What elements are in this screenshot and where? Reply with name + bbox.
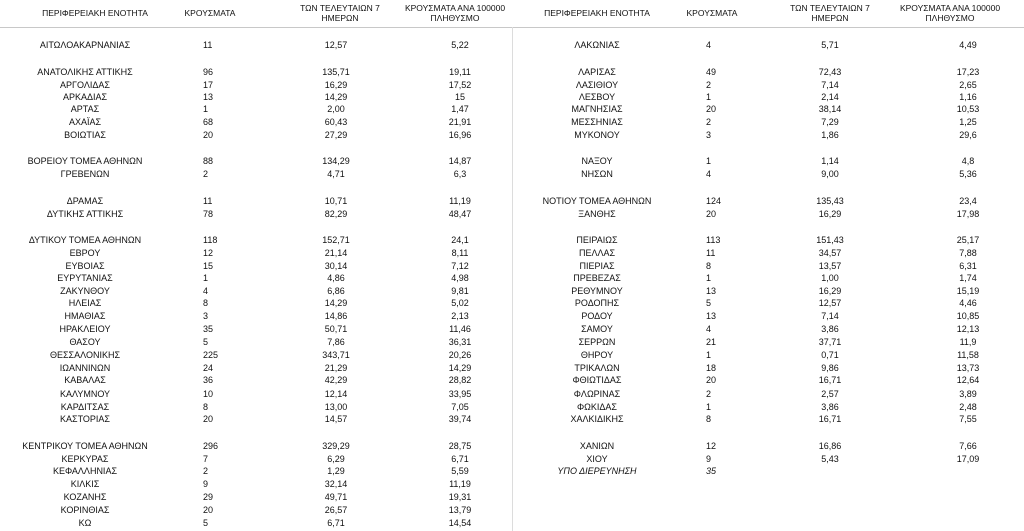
cell-region: ΝΑΞΟΥ bbox=[581, 156, 613, 166]
cell-per: 11,19 bbox=[449, 196, 471, 206]
table-row bbox=[0, 248, 1024, 259]
cell-region: ΑΡΓΟΛΙΔΑΣ bbox=[60, 80, 110, 90]
table-row bbox=[0, 337, 1024, 348]
cell-cases: 7 bbox=[203, 454, 209, 464]
cell-per: 28,82 bbox=[448, 375, 472, 385]
cell-per: 11,46 bbox=[449, 324, 471, 334]
cell-seven: 16,29 bbox=[818, 209, 842, 219]
cell-region: ΧΑΝΙΩΝ bbox=[579, 441, 615, 451]
table-row bbox=[0, 389, 1024, 400]
table-row bbox=[0, 311, 1024, 322]
cell-cases: 2 bbox=[706, 80, 712, 90]
cell-cases: 113 bbox=[706, 235, 721, 245]
cell-region: ΑΝΑΤΟΛΙΚΗΣ ΑΤΤΙΚΗΣ bbox=[37, 67, 133, 77]
cell-per: 10,85 bbox=[956, 311, 980, 321]
cell-seven: 26,57 bbox=[324, 505, 348, 515]
cell-cases: 13 bbox=[706, 286, 717, 296]
cell-seven: 343,71 bbox=[322, 350, 350, 360]
cell-region: ΚΑΡΔΙΤΣΑΣ bbox=[60, 402, 110, 412]
cell-region: ΗΛΕΙΑΣ bbox=[68, 298, 102, 308]
table-row bbox=[0, 454, 1024, 465]
cell-seven: 21,29 bbox=[324, 363, 348, 373]
cell-region: ΑΙΤΩΛΟΑΚΑΡΝΑΝΙΑΣ bbox=[39, 40, 131, 50]
cell-region: ΣΑΜΟΥ bbox=[581, 324, 613, 334]
header-seven-left: ΤΩΝ ΤΕΛΕΥΤΑΙΩΝ 7 ΗΜΕΡΩΝ bbox=[300, 3, 380, 23]
cell-region: ΒΟΙΩΤΙΑΣ bbox=[64, 130, 106, 140]
cell-per: 11,9 bbox=[959, 337, 977, 347]
cell-region: ΑΧΑΪΑΣ bbox=[68, 117, 102, 127]
cell-per: 23,4 bbox=[959, 196, 977, 206]
cell-per: 29,6 bbox=[959, 130, 977, 140]
cell-per: 6,71 bbox=[451, 454, 469, 464]
cell-cases: 68 bbox=[203, 117, 214, 127]
cell-seven: 2,00 bbox=[327, 104, 345, 114]
cell-seven: 0,71 bbox=[821, 350, 839, 360]
table-row bbox=[0, 169, 1024, 180]
header-seven-right: ΤΩΝ ΤΕΛΕΥΤΑΙΩΝ 7 ΗΜΕΡΩΝ bbox=[790, 3, 870, 23]
cell-per: 14,54 bbox=[448, 518, 472, 528]
cell-region: ΒΟΡΕΙΟΥ ΤΟΜΕΑ ΑΘΗΝΩΝ bbox=[27, 156, 143, 166]
cell-region: ΙΩΑΝΝΙΝΩΝ bbox=[59, 363, 111, 373]
table-row bbox=[0, 273, 1024, 284]
cell-cases: 12 bbox=[203, 248, 214, 258]
cell-seven: 32,14 bbox=[324, 479, 348, 489]
cell-seven: 7,14 bbox=[821, 80, 839, 90]
cell-per: 1,74 bbox=[959, 273, 977, 283]
cell-region: ΚΟΖΑΝΗΣ bbox=[63, 492, 107, 502]
cell-cases: 8 bbox=[203, 402, 209, 412]
table-row bbox=[0, 92, 1024, 103]
cell-seven: 12,14 bbox=[324, 389, 348, 399]
cell-cases: 20 bbox=[706, 104, 717, 114]
cell-cases: 13 bbox=[706, 311, 717, 321]
table-row bbox=[0, 196, 1024, 207]
cell-seven: 6,71 bbox=[327, 518, 345, 528]
cell-seven: 12,57 bbox=[324, 40, 348, 50]
table-row bbox=[0, 402, 1024, 413]
table-row bbox=[0, 505, 1024, 516]
cell-cases: 1 bbox=[706, 402, 712, 412]
cell-cases: 2 bbox=[203, 169, 209, 179]
cell-per: 11,19 bbox=[449, 479, 471, 489]
cell-cases: 9 bbox=[203, 479, 209, 489]
cell-cases: 13 bbox=[203, 92, 214, 102]
cell-seven: 16,86 bbox=[818, 441, 842, 451]
cell-region: ΦΛΩΡΙΝΑΣ bbox=[573, 389, 621, 399]
cell-seven: 30,14 bbox=[324, 261, 348, 271]
table-row bbox=[0, 324, 1024, 335]
cell-seven: 14,29 bbox=[324, 298, 348, 308]
cell-region: ΠΙΕΡΙΑΣ bbox=[579, 261, 615, 271]
header-cases-right: ΚΡΟΥΣΜΑΤΑ bbox=[686, 8, 738, 18]
table-row bbox=[0, 375, 1024, 386]
cell-per: 7,66 bbox=[959, 441, 977, 451]
cell-region: ΔΡΑΜΑΣ bbox=[66, 196, 104, 206]
cell-region: ΕΒΡΟΥ bbox=[69, 248, 101, 258]
cell-seven: 16,29 bbox=[818, 286, 842, 296]
cell-cases: 20 bbox=[203, 130, 214, 140]
cell-seven: 14,86 bbox=[324, 311, 348, 321]
table-row bbox=[0, 80, 1024, 91]
cell-per: 17,23 bbox=[956, 67, 980, 77]
cell-seven: 50,71 bbox=[324, 324, 348, 334]
table-row bbox=[0, 363, 1024, 374]
cell-per: 2,65 bbox=[959, 80, 977, 90]
cell-seven: 3,86 bbox=[821, 324, 839, 334]
table-row bbox=[0, 441, 1024, 452]
cell-seven: 82,29 bbox=[324, 209, 348, 219]
cell-seven: 60,43 bbox=[324, 117, 348, 127]
cell-per: 9,81 bbox=[451, 286, 469, 296]
cell-seven: 1,14 bbox=[821, 156, 839, 166]
cell-per: 4,8 bbox=[961, 156, 975, 166]
cell-cases: 1 bbox=[706, 350, 712, 360]
cell-seven: 13,57 bbox=[818, 261, 842, 271]
cell-cases: 21 bbox=[706, 337, 717, 347]
cell-cases: 15 bbox=[203, 261, 214, 271]
cell-region: ΚΑΛΥΜΝΟΥ bbox=[59, 389, 111, 399]
cell-per: 20,26 bbox=[448, 350, 472, 360]
cell-region: ΛΑΚΩΝΙΑΣ bbox=[574, 40, 620, 50]
cell-region: ΚΕΦΑΛΛΗΝΙΑΣ bbox=[52, 466, 118, 476]
cell-seven: 16,71 bbox=[818, 414, 842, 424]
cell-cases: 8 bbox=[706, 261, 712, 271]
cell-per: 5,36 bbox=[959, 169, 977, 179]
cell-per: 1,47 bbox=[451, 104, 469, 114]
cell-cases: 8 bbox=[203, 298, 209, 308]
cell-region: ΖΑΚΥΝΘΟΥ bbox=[60, 286, 110, 296]
cell-per: 2,13 bbox=[451, 311, 469, 321]
cell-cases: 35 bbox=[203, 324, 214, 334]
cell-cases: 4 bbox=[706, 324, 712, 334]
cell-per: 14,87 bbox=[448, 156, 472, 166]
cell-region: ΚΕΝΤΡΙΚΟΥ ΤΟΜΕΑ ΑΘΗΝΩΝ bbox=[22, 441, 148, 451]
table-row bbox=[0, 492, 1024, 503]
cell-seven: 135,43 bbox=[816, 196, 844, 206]
cell-region: ΚΑΣΤΟΡΙΑΣ bbox=[60, 414, 110, 424]
cell-cases: 8 bbox=[706, 414, 712, 424]
cell-region: ΘΑΣΟΥ bbox=[69, 337, 101, 347]
cell-cases: 118 bbox=[203, 235, 218, 245]
cell-per: 7,12 bbox=[451, 261, 469, 271]
cell-per: 24,1 bbox=[451, 235, 469, 245]
cell-region: ΕΥΡΥΤΑΝΙΑΣ bbox=[57, 273, 113, 283]
cell-region: ΞΑΝΘΗΣ bbox=[578, 209, 616, 219]
cell-seven: 12,57 bbox=[818, 298, 842, 308]
cell-region: ΗΜΑΘΙΑΣ bbox=[64, 311, 106, 321]
cell-region: ΗΡΑΚΛΕΙΟΥ bbox=[59, 324, 111, 334]
cell-region: ΓΡΕΒΕΝΩΝ bbox=[60, 169, 110, 179]
cell-region: ΛΑΣΙΘΙΟΥ bbox=[575, 80, 619, 90]
cell-per: 14,29 bbox=[448, 363, 472, 373]
cell-region: ΚΕΡΚΥΡΑΣ bbox=[61, 454, 109, 464]
cell-region: ΤΡΙΚΑΛΩΝ bbox=[574, 363, 620, 373]
cell-per: 5,22 bbox=[451, 40, 469, 50]
cell-seven: 3,86 bbox=[821, 402, 839, 412]
cell-cases: 5 bbox=[203, 518, 209, 528]
cell-per: 33,95 bbox=[448, 389, 472, 399]
cell-cases: 1 bbox=[706, 92, 712, 102]
cell-per: 12,13 bbox=[956, 324, 980, 334]
cell-cases: 1 bbox=[203, 104, 209, 114]
cell-per: 7,55 bbox=[959, 414, 977, 424]
cell-cases: 4 bbox=[706, 40, 712, 50]
cell-seven: 134,29 bbox=[322, 156, 350, 166]
cell-cases: 1 bbox=[706, 156, 712, 166]
cell-cases: 24 bbox=[203, 363, 214, 373]
cell-per: 19,11 bbox=[449, 67, 471, 77]
cell-region: ΧΙΟΥ bbox=[586, 454, 608, 464]
cell-seven: 4,86 bbox=[327, 273, 345, 283]
cell-seven: 16,29 bbox=[324, 80, 348, 90]
cell-region: ΔΥΤΙΚΗΣ ΑΤΤΙΚΗΣ bbox=[46, 209, 124, 219]
cell-seven: 1,00 bbox=[821, 273, 839, 283]
cell-cases: 20 bbox=[706, 375, 717, 385]
cell-seven: 7,29 bbox=[821, 117, 839, 127]
cell-cases: 36 bbox=[203, 375, 214, 385]
cell-cases: 225 bbox=[203, 350, 219, 360]
cell-per: 36,31 bbox=[448, 337, 472, 347]
cell-seven: 9,00 bbox=[821, 169, 839, 179]
cell-seven: 7,86 bbox=[327, 337, 345, 347]
cell-cases: 11 bbox=[203, 196, 213, 206]
cell-cases: 5 bbox=[706, 298, 712, 308]
cell-seven: 38,14 bbox=[818, 104, 842, 114]
cell-per: 17,09 bbox=[956, 454, 980, 464]
cell-region: ΠΕΛΛΑΣ bbox=[578, 248, 616, 258]
header-per100k-right: ΚΡΟΥΣΜΑΤΑ ΑΝΑ 100000 ΠΛΗΘΥΣΜΟ bbox=[899, 3, 1001, 23]
cell-per: 25,17 bbox=[956, 235, 980, 245]
cell-per: 3,89 bbox=[959, 389, 977, 399]
cell-region: ΕΥΒΟΙΑΣ bbox=[65, 261, 105, 271]
cell-seven: 34,57 bbox=[818, 248, 842, 258]
cell-per: 7,88 bbox=[959, 248, 977, 258]
cell-per: 28,75 bbox=[448, 441, 472, 451]
cell-seven: 14,57 bbox=[324, 414, 348, 424]
cell-per: 39,74 bbox=[448, 414, 472, 424]
cell-seven: 14,29 bbox=[324, 92, 348, 102]
table-row bbox=[0, 466, 1024, 477]
cell-region: ΑΡΤΑΣ bbox=[70, 104, 100, 114]
cell-cases: 11 bbox=[706, 248, 716, 258]
cell-per: 1,25 bbox=[959, 117, 977, 127]
cell-region: ΚΑΒΑΛΑΣ bbox=[64, 375, 106, 385]
cell-seven: 10,71 bbox=[324, 196, 348, 206]
table-row bbox=[0, 350, 1024, 361]
cell-region: ΚΟΡΙΝΘΙΑΣ bbox=[60, 505, 110, 515]
cell-cases: 9 bbox=[706, 454, 712, 464]
cell-region: ΑΡΚΑΔΙΑΣ bbox=[62, 92, 108, 102]
cell-per: 4,98 bbox=[451, 273, 469, 283]
cell-per: 19,31 bbox=[448, 492, 472, 502]
cell-seven: 2,14 bbox=[821, 92, 839, 102]
cell-per: 5,02 bbox=[451, 298, 469, 308]
cell-seven: 7,14 bbox=[821, 311, 839, 321]
table-row bbox=[0, 518, 1024, 529]
cell-region: ΡΟΔΟΠΗΣ bbox=[574, 298, 620, 308]
cell-seven: 21,14 bbox=[324, 248, 348, 258]
cell-seven: 37,71 bbox=[818, 337, 842, 347]
cell-cases: 4 bbox=[706, 169, 712, 179]
table-row bbox=[0, 117, 1024, 128]
cell-per: 17,98 bbox=[956, 209, 980, 219]
cell-seven: 27,29 bbox=[324, 130, 348, 140]
table-row bbox=[0, 235, 1024, 246]
cell-seven: 135,71 bbox=[322, 67, 350, 77]
cell-cases: 49 bbox=[706, 67, 717, 77]
cell-per: 15,19 bbox=[956, 286, 980, 296]
cell-seven: 329,29 bbox=[322, 441, 350, 451]
cell-cases: 4 bbox=[203, 286, 209, 296]
cell-seven: 5,71 bbox=[821, 40, 839, 50]
cell-region: ΜΕΣΣΗΝΙΑΣ bbox=[571, 117, 623, 127]
cell-cases: 12 bbox=[706, 441, 717, 451]
header-per100k-left: ΚΡΟΥΣΜΑΤΑ ΑΝΑ 100000 ΠΛΗΘΥΣΜΟ bbox=[404, 3, 506, 23]
cell-seven: 1,86 bbox=[821, 130, 839, 140]
header-region-left: ΠΕΡΙΦΕΡΕΙΑΚΗ ΕΝΟΤΗΤΑ bbox=[42, 8, 148, 18]
table-row bbox=[0, 130, 1024, 141]
table-row bbox=[0, 298, 1024, 309]
cell-cases: 88 bbox=[203, 156, 214, 166]
cell-region: ΚΙΛΚΙΣ bbox=[70, 479, 100, 489]
cell-per: 6,31 bbox=[959, 261, 977, 271]
table-row bbox=[0, 104, 1024, 115]
cell-per: 13,73 bbox=[956, 363, 980, 373]
header-cases-left: ΚΡΟΥΣΜΑΤΑ bbox=[184, 8, 236, 18]
cell-cases: 96 bbox=[203, 67, 214, 77]
cell-cases: 124 bbox=[706, 196, 722, 206]
cell-per: 4,46 bbox=[959, 298, 977, 308]
cell-region: ΥΠΟ ΔΙΕΡΕΥΝΗΣΗ bbox=[557, 466, 637, 476]
cell-region: ΦΩΚΙΔΑΣ bbox=[577, 402, 617, 412]
table-row bbox=[0, 286, 1024, 297]
cell-seven: 6,86 bbox=[327, 286, 345, 296]
cell-per: 8,11 bbox=[451, 248, 469, 258]
cell-region: ΠΡΕΒΕΖΑΣ bbox=[573, 273, 621, 283]
cell-per: 6,3 bbox=[453, 169, 467, 179]
header-region-right: ΠΕΡΙΦΕΡΕΙΑΚΗ ΕΝΟΤΗΤΑ bbox=[544, 8, 650, 18]
cell-seven: 4,71 bbox=[327, 169, 345, 179]
cell-cases: 29 bbox=[203, 492, 214, 502]
table-row bbox=[0, 40, 1024, 51]
table-row bbox=[0, 414, 1024, 425]
cell-cases: 10 bbox=[203, 389, 214, 399]
cell-cases: 20 bbox=[203, 414, 214, 424]
cell-region: ΧΑΛΚΙΔΙΚΗΣ bbox=[570, 414, 624, 424]
cell-region: ΚΩ bbox=[78, 518, 92, 528]
cell-region: ΛΑΡΙΣΑΣ bbox=[578, 67, 616, 77]
cell-region: ΝΟΤΙΟΥ ΤΟΜΕΑ ΑΘΗΝΩΝ bbox=[542, 196, 652, 206]
cell-region: ΜΥΚΟΝΟΥ bbox=[574, 130, 620, 140]
cell-region: ΡΕΘΥΜΝΟΥ bbox=[571, 286, 623, 296]
cell-region: ΝΗΣΩΝ bbox=[581, 169, 613, 179]
cell-cases: 11 bbox=[203, 40, 213, 50]
cell-seven: 2,57 bbox=[821, 389, 839, 399]
cell-region: ΣΕΡΡΩΝ bbox=[578, 337, 616, 347]
cell-seven: 1,29 bbox=[327, 466, 345, 476]
cell-seven: 49,71 bbox=[324, 492, 348, 502]
cell-per: 21,91 bbox=[448, 117, 472, 127]
cell-seven: 152,71 bbox=[322, 235, 350, 245]
cell-per: 10,53 bbox=[956, 104, 980, 114]
cell-region: ΦΘΙΩΤΙΔΑΣ bbox=[572, 375, 622, 385]
cell-per: 11,58 bbox=[957, 350, 979, 360]
cell-cases: 17 bbox=[203, 80, 214, 90]
cell-per: 15 bbox=[454, 92, 465, 102]
table-row bbox=[0, 67, 1024, 78]
cell-cases: 1 bbox=[706, 273, 712, 283]
cell-cases: 20 bbox=[203, 505, 214, 515]
cell-cases: 2 bbox=[203, 466, 209, 476]
table-row bbox=[0, 479, 1024, 490]
cell-per: 13,79 bbox=[448, 505, 472, 515]
cell-seven: 13,00 bbox=[324, 402, 348, 412]
cell-region: ΡΟΔΟΥ bbox=[581, 311, 613, 321]
cell-cases: 3 bbox=[203, 311, 209, 321]
cell-cases: 2 bbox=[706, 117, 712, 127]
cell-cases: 5 bbox=[203, 337, 209, 347]
cell-region: ΛΕΣΒΟΥ bbox=[578, 92, 616, 102]
table-row bbox=[0, 156, 1024, 167]
cell-per: 17,52 bbox=[448, 80, 472, 90]
cell-cases: 296 bbox=[203, 441, 219, 451]
cell-region: ΠΕΙΡΑΙΩΣ bbox=[576, 235, 618, 245]
cell-per: 12,64 bbox=[956, 375, 980, 385]
cell-region: ΘΗΡΟΥ bbox=[580, 350, 614, 360]
cell-cases: 20 bbox=[706, 209, 717, 219]
cell-per: 7,05 bbox=[451, 402, 469, 412]
table-row bbox=[0, 261, 1024, 272]
cell-seven: 72,43 bbox=[818, 67, 842, 77]
cell-seven: 16,71 bbox=[818, 375, 842, 385]
cell-cases: 1 bbox=[203, 273, 209, 283]
cell-per: 2,48 bbox=[959, 402, 977, 412]
cell-per: 5,59 bbox=[451, 466, 469, 476]
cell-cases: 2 bbox=[706, 389, 712, 399]
cell-seven: 5,43 bbox=[821, 454, 839, 464]
cell-cases: 78 bbox=[203, 209, 214, 219]
cell-region: ΔΥΤΙΚΟΥ ΤΟΜΕΑ ΑΘΗΝΩΝ bbox=[28, 235, 142, 245]
cell-seven: 9,86 bbox=[821, 363, 839, 373]
cell-cases: 3 bbox=[706, 130, 712, 140]
cell-per: 16,96 bbox=[448, 130, 472, 140]
cell-per: 1,16 bbox=[959, 92, 977, 102]
cell-region: ΘΕΣΣΑΛΟΝΙΚΗΣ bbox=[49, 350, 121, 360]
cell-cases: 18 bbox=[706, 363, 717, 373]
cell-cases: 35 bbox=[706, 466, 717, 476]
cell-seven: 151,43 bbox=[816, 235, 844, 245]
table-row bbox=[0, 209, 1024, 220]
cell-per: 4,49 bbox=[959, 40, 977, 50]
cell-region: ΜΑΓΝΗΣΙΑΣ bbox=[571, 104, 623, 114]
cell-per: 48,47 bbox=[448, 209, 472, 219]
cell-seven: 42,29 bbox=[324, 375, 348, 385]
cell-seven: 6,29 bbox=[327, 454, 345, 464]
